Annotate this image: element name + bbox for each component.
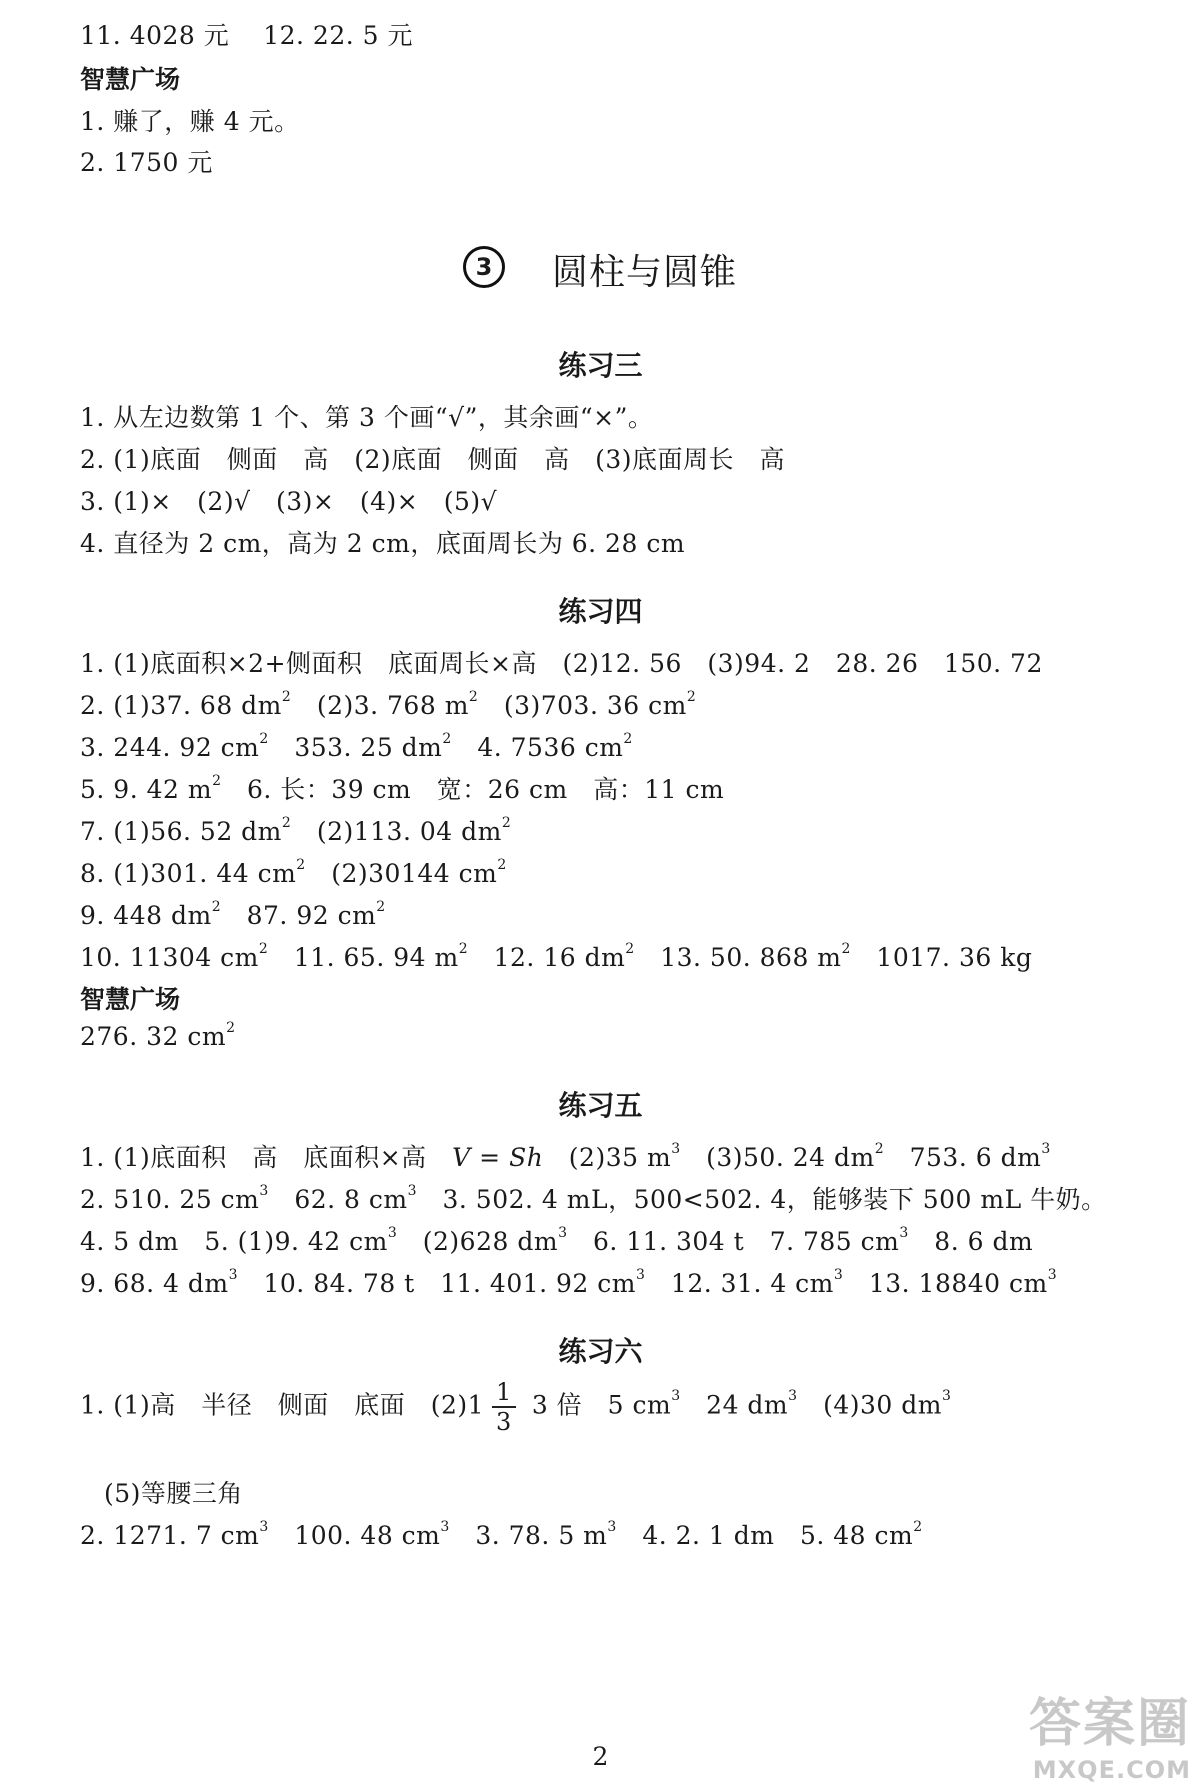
- answer-line: 2. (1)37. 68 $dm^2$ (2)3. 768 $m^2$ (3)703. 36 $cm^2$: [80, 688, 697, 720]
- answer-line: 3. (1)× (2)√ (3)× (4)× (5)√: [80, 487, 498, 516]
- answer-line: 4. 直径为 2 cm，高为 2 cm，底面周长为 6. 28 cm: [80, 529, 686, 558]
- answer-line: 1. 赚了，赚 4 元。: [80, 107, 300, 136]
- fraction-one-third: $\frac{1}{3}$: [492, 1378, 516, 1436]
- answer-line: 2. 510. 25 $cm^3$ 62. 8 $cm^3$ 3. 502. 4 mL，500<502. 4，能够装下 500 mL 牛奶。: [80, 1182, 1107, 1214]
- answer-line: 2. (1)底面 侧面 高 (2)底面 侧面 高 (3)底面周长 高: [80, 445, 786, 474]
- answer-line: 5. 9. 42 $m^2$ 6. 长：39 cm 宽：26 cm 高：11 cm: [80, 772, 725, 804]
- answer-line: 1. (1)底面积 高 底面积×高 V = Sh (2)35 $m^3$ (3)50. 24 $dm^2$ 753. 6 $dm^3$: [80, 1140, 1051, 1172]
- watermark-logo: 答案圈 MXQE.COM: [1028, 1694, 1191, 1784]
- answer-line: 4. 5 dm 5. (1)9. 42 $cm^3$ (2)628 $dm^3$ 6. 11. 304 t 7. 785 $cm^3$ 8. 6 dm: [80, 1224, 1034, 1256]
- chapter-heading: [0, 240, 1201, 300]
- answer-line: 10. 11304 $cm^2$ 11. 65. 94 $m^2$ 12. 16 $dm^2$ 13. 50. 868 $m^2$ 1017. 36 kg: [80, 940, 1033, 972]
- answer-line: 9. 68. 4 $dm^3$ 10. 84. 78 t 11. 401. 92 $cm^3$ 12. 31. 4 $cm^3$ 13. 18840 $cm^3$: [80, 1266, 1058, 1298]
- chapter-number-badge: 3: [463, 246, 505, 288]
- exercise-title: 练习四: [558, 595, 643, 628]
- answer-line: 1. (1)底面积×2+侧面积 底面周长×高 (2)12. 56 (3)94. 2 28. 26 150. 72: [80, 649, 1043, 678]
- section-heading-smart-square: 智慧广场: [80, 65, 181, 94]
- exercise-title: 练习五: [558, 1089, 643, 1122]
- exercise-title: 练习六: [558, 1335, 643, 1368]
- answer-line: 2. 1750 元: [80, 148, 213, 177]
- section-heading-smart-square: 智慧广场: [80, 985, 181, 1014]
- answer-line: 1. (1)高 半径 侧面 底面 (2)1 $\frac{1}{3}$ 3 倍 5 $cm^3$ 24 $dm^3$ (4)30 $dm^3$: [80, 1378, 952, 1436]
- answer-line: 1. 从左边数第 1 个、第 3 个画“√”，其余画“×”。: [80, 403, 654, 432]
- answer-line: 2. 1271. 7 $cm^3$ 100. 48 $cm^3$ 3. 78. 5 $m^3$ 4. 2. 1 dm 5. 48 $cm^2$: [80, 1518, 923, 1550]
- answer-line: 276. 32 $cm^2$: [80, 1019, 236, 1051]
- exercise-title: 练习三: [558, 349, 643, 382]
- answer-line: 9. 448 $dm^2$ 87. 92 $cm^2$: [80, 898, 386, 930]
- chapter-title: 圆柱与圆锥: [552, 252, 738, 293]
- answer-line: (5)等腰三角: [104, 1479, 243, 1508]
- page-number: 2: [592, 1742, 609, 1771]
- answer-line-11-12: 11. 4028 元 12. 22. 5 元: [80, 21, 413, 50]
- answer-line: 7. (1)56. 52 $dm^2$ (2)113. 04 $dm^2$: [80, 814, 512, 846]
- answer-line: 3. 244. 92 $cm^2$ 353. 25 $dm^2$ 4. 7536 $cm^2$: [80, 730, 633, 762]
- answer-line: 8. (1)301. 44 $cm^2$ (2)30144 $cm^2$: [80, 856, 507, 888]
